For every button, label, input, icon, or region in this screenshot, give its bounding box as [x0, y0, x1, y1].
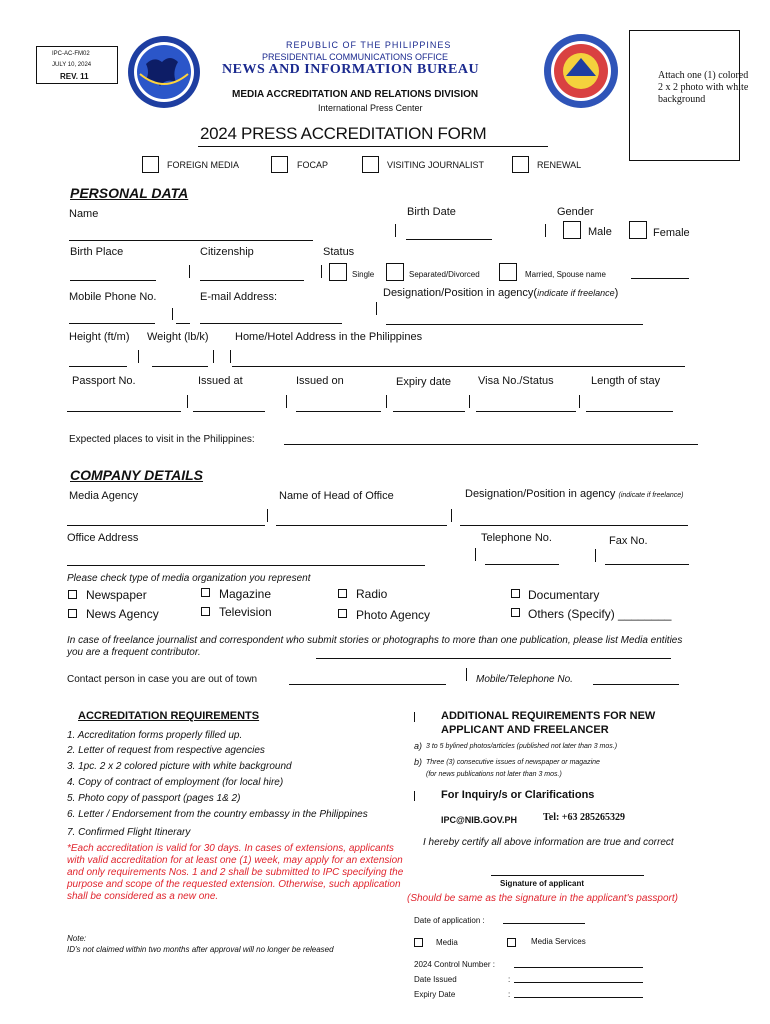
fax-field[interactable]	[605, 564, 689, 565]
requirement-2: 2. Letter of request from respective agencies	[67, 745, 265, 756]
birth-date-field[interactable]	[406, 239, 492, 240]
requirement-1: 1. Accreditation forms properly filled up.	[67, 730, 243, 741]
mobile-tel-field[interactable]	[593, 684, 679, 685]
issued-on-label: Issued on	[296, 375, 344, 387]
signature-label: Signature of applicant	[500, 879, 585, 888]
frequent-contributor-field[interactable]	[316, 658, 671, 659]
head-office-divider	[451, 509, 452, 522]
issued-at-label: Issued at	[198, 375, 243, 387]
date-application-field[interactable]	[503, 923, 585, 924]
focap-label: FOCAP	[297, 160, 329, 170]
issued-at-divider	[286, 395, 287, 408]
title-underline	[198, 146, 548, 147]
others-label: Others (Specify) ________	[528, 607, 672, 621]
contact-person-field[interactable]	[289, 684, 446, 685]
signature-field[interactable]	[491, 875, 644, 876]
additional-b-text-2: (for news publications not later than 3 mos.)	[426, 771, 562, 778]
passport-label: Passport No.	[72, 375, 136, 387]
fax-label: Fax No.	[609, 535, 648, 547]
height-divider	[138, 350, 139, 363]
visa-field[interactable]	[476, 411, 576, 412]
length-stay-label: Length of stay	[591, 375, 661, 387]
requirement-4: 4. Copy of contract of employment (for local hire)	[67, 777, 284, 788]
validity-note: *Each accreditation is valid for 30 days. In cases of extensions, applicants with valid accreditation for at least one (1) week, may apply for an extension and only requirements Nos. 1 and 2 shall be submitted to IPC specifying the purpose and scope of the requested extension. Otherwise, such application shall be considered as a new one.	[67, 843, 404, 902]
designation-label	[383, 287, 618, 299]
designation-divider	[376, 302, 377, 315]
magazine-checkbox[interactable]	[201, 588, 210, 597]
citizenship-divider	[189, 265, 190, 278]
requirement-3: 3. 1pc. 2 x 2 colored picture with white background	[67, 761, 292, 772]
focap-checkbox[interactable]	[271, 156, 288, 173]
contact-email[interactable]: IPC@NIB.GOV.PH	[441, 815, 517, 825]
expiry-date-label: Expiry Date	[414, 990, 456, 999]
mobile-field-2[interactable]	[176, 323, 190, 324]
newspaper-label: Newspaper	[86, 588, 147, 602]
form-title: 2024 PRESS ACCREDITATION FORM	[200, 124, 487, 143]
doc-rev: REV. 11	[60, 72, 89, 81]
home-address-field[interactable]	[232, 366, 685, 367]
telephone-field[interactable]	[485, 564, 559, 565]
mobile-tel-label: Mobile/Telephone No.	[476, 674, 573, 685]
gender-label: Gender	[557, 206, 594, 218]
media-label: Media	[436, 938, 458, 947]
requirements-heading: ACCREDITATION REQUIREMENTS	[78, 710, 260, 722]
visa-divider	[579, 395, 580, 408]
radio-checkbox[interactable]	[338, 589, 347, 598]
renewal-label: RENEWAL	[537, 160, 582, 170]
height-field[interactable]	[69, 366, 127, 367]
length-stay-field[interactable]	[586, 411, 673, 412]
date-application-label: Date of application :	[414, 916, 485, 925]
expiry-date-field[interactable]	[514, 997, 643, 998]
female-checkbox[interactable]	[629, 221, 647, 239]
header-office: PRESIDENTIAL COMMUNICATIONS OFFICE	[262, 52, 449, 62]
company-details-heading: COMPANY DETAILS	[70, 467, 204, 483]
weight-field[interactable]	[152, 366, 208, 367]
date-issued-field[interactable]	[514, 982, 643, 983]
media-agency-label: Media Agency	[69, 490, 139, 502]
requirement-5: 5. Photo copy of passport (pages 1& 2)	[67, 793, 241, 804]
visiting-journalist-label: VISITING JOURNALIST	[387, 160, 485, 170]
birth-place-field[interactable]	[70, 280, 156, 281]
media-type-prompt: Please check type of media organization you represent	[67, 573, 311, 584]
telephone-label: Telephone No.	[481, 532, 552, 544]
designation-close: )	[614, 287, 619, 299]
citizenship-field[interactable]	[200, 280, 304, 281]
issued-on-divider	[386, 395, 387, 408]
designation-note: indicate if freelance	[537, 288, 615, 298]
passport-divider	[187, 395, 188, 408]
additional-a-label: a)	[414, 741, 423, 751]
inquiry-marker	[414, 791, 415, 801]
media-agency-divider	[267, 509, 268, 522]
photo-agency-checkbox[interactable]	[338, 609, 347, 618]
expiry-date-colon: :	[508, 990, 511, 999]
birth-place-label: Birth Place	[70, 246, 124, 258]
photo-note: Attach one (1) colored 2 x 2 photo with white background	[658, 70, 749, 105]
news-agency-checkbox[interactable]	[68, 609, 77, 618]
contact-divider	[466, 668, 467, 681]
weight-divider	[213, 350, 214, 363]
media-agency-field[interactable]	[67, 525, 265, 526]
television-label: Television	[219, 605, 272, 619]
height-label: Height (ft/m)	[69, 331, 130, 343]
male-label: Male	[588, 226, 612, 238]
company-designation-field[interactable]	[460, 525, 688, 526]
documentary-label: Documentary	[528, 588, 600, 602]
fax-divider	[595, 549, 596, 562]
header-division: MEDIA ACCREDITATION AND RELATIONS DIVISION	[232, 89, 479, 100]
company-designation-label	[465, 488, 683, 500]
separated-checkbox[interactable]	[386, 263, 404, 281]
control-number-field[interactable]	[514, 967, 643, 968]
doc-code: IPC-AC-FM02	[52, 51, 90, 57]
documentary-checkbox[interactable]	[511, 589, 520, 598]
note-text: ID's not claimed within two months after approval will no longer be released	[67, 945, 334, 954]
additional-heading-1: ADDITIONAL REQUIREMENTS FOR NEW	[441, 710, 656, 722]
head-office-field[interactable]	[276, 525, 447, 526]
weight-label: Weight (lb/k)	[147, 331, 209, 343]
status-divider	[321, 265, 322, 278]
additional-marker	[414, 712, 415, 722]
mobile-divider	[172, 308, 173, 320]
media-services-checkbox[interactable]	[507, 938, 516, 947]
designation-field[interactable]	[386, 324, 643, 325]
male-checkbox[interactable]	[563, 221, 581, 239]
spouse-name-field[interactable]	[631, 278, 689, 279]
name-label: Name	[69, 208, 99, 220]
contact-tel: Tel: +63 285265329	[543, 812, 625, 823]
telephone-divider	[475, 548, 476, 561]
married-label: Married, Spouse name	[525, 270, 606, 279]
email-field[interactable]	[200, 323, 342, 324]
contact-person-label: Contact person in case you are out of town	[67, 674, 258, 685]
mobile-label: Mobile Phone No.	[69, 291, 157, 303]
header-bureau: NEWS AND INFORMATION BUREAU	[222, 62, 480, 77]
news-agency-label: News Agency	[86, 607, 159, 621]
email-label: E-mail Address:	[200, 291, 278, 303]
office-address-label: Office Address	[67, 532, 139, 544]
media-services-label: Media Services	[531, 937, 586, 946]
company-designation-text: Designation/Position in agency	[465, 488, 616, 500]
header-republic: REPUBLIC OF THE PHILIPPINES	[286, 40, 452, 50]
single-checkbox[interactable]	[329, 263, 347, 281]
expected-places-label: Expected places to visit in the Philippines:	[69, 434, 255, 445]
personal-data-heading: PERSONAL DATA	[70, 185, 189, 201]
date-issued-colon: :	[508, 975, 511, 984]
additional-b-text: Three (3) consecutive issues of newspaper or magazine	[426, 759, 600, 766]
citizenship-label: Citizenship	[200, 246, 254, 258]
photo-agency-label: Photo Agency	[356, 608, 431, 622]
note-label: Note:	[67, 934, 87, 943]
visa-label: Visa No./Status	[478, 375, 554, 387]
inquiry-heading: For Inquiry/s or Clarifications	[441, 789, 595, 801]
certify-statement: I hereby certify all above information are true and correct	[423, 837, 674, 848]
head-office-label: Name of Head of Office	[279, 490, 394, 502]
expiry-divider	[469, 395, 470, 408]
expiry-label: Expiry date	[396, 376, 452, 388]
issued-at-field[interactable]	[193, 411, 265, 412]
single-label: Single	[352, 270, 375, 279]
signature-note: (Should be same as the signature in the applicant's passport)	[407, 893, 678, 904]
others-checkbox[interactable]	[511, 608, 520, 617]
doc-date: JULY 10, 2024	[52, 62, 92, 68]
magazine-label: Magazine	[219, 587, 272, 601]
control-number-label: 2024 Control Number :	[414, 960, 495, 969]
freelance-note: In case of freelance journalist and correspondent who submit stories or photographs to more than one publication, please list Media entities you are a frequent contributor.	[67, 635, 683, 658]
renewal-checkbox[interactable]	[512, 156, 529, 173]
additional-a-text: 3 to 5 bylined photos/articles (published not later than 3 mos.)	[426, 743, 618, 750]
issued-on-field[interactable]	[296, 411, 381, 412]
separated-label: Separated/Divorced	[409, 270, 480, 279]
female-label: Female	[653, 227, 690, 239]
gender-divider	[545, 224, 546, 237]
company-designation-note: (indicate if freelance)	[618, 492, 684, 499]
media-checkbox[interactable]	[414, 938, 423, 947]
radio-label: Radio	[356, 587, 388, 601]
mobile-field[interactable]	[69, 323, 155, 324]
newspaper-checkbox[interactable]	[68, 590, 77, 599]
foreign-media-label: FOREIGN MEDIA	[167, 160, 240, 170]
home-address-divider	[230, 350, 231, 363]
nib-logo	[126, 34, 202, 110]
expiry-field[interactable]	[393, 411, 465, 412]
home-address-label: Home/Hotel Address in the Philippines	[235, 331, 423, 343]
requirement-6: 6. Letter / Endorsement from the country embassy in the Philippines	[67, 809, 368, 820]
television-checkbox[interactable]	[201, 607, 210, 616]
birth-date-divider	[395, 224, 396, 237]
passport-field[interactable]	[67, 411, 181, 412]
ipc-logo	[542, 32, 620, 110]
office-address-field[interactable]	[67, 565, 425, 566]
date-issued-label: Date Issued	[414, 975, 457, 984]
married-checkbox[interactable]	[499, 263, 517, 281]
designation-text: Designation/Position in agency(	[383, 287, 538, 299]
birth-date-label: Birth Date	[407, 206, 456, 218]
status-label: Status	[323, 246, 355, 258]
requirement-7: 7. Confirmed Flight Itinerary	[67, 827, 191, 838]
additional-heading-2: APPLICANT AND FREELANCER	[441, 724, 609, 736]
foreign-media-checkbox[interactable]	[142, 156, 159, 173]
header-center: International Press Center	[318, 103, 423, 113]
additional-b-label: b)	[414, 757, 423, 767]
name-field[interactable]	[69, 240, 313, 241]
visiting-journalist-checkbox[interactable]	[362, 156, 379, 173]
expected-places-field[interactable]	[284, 444, 698, 445]
